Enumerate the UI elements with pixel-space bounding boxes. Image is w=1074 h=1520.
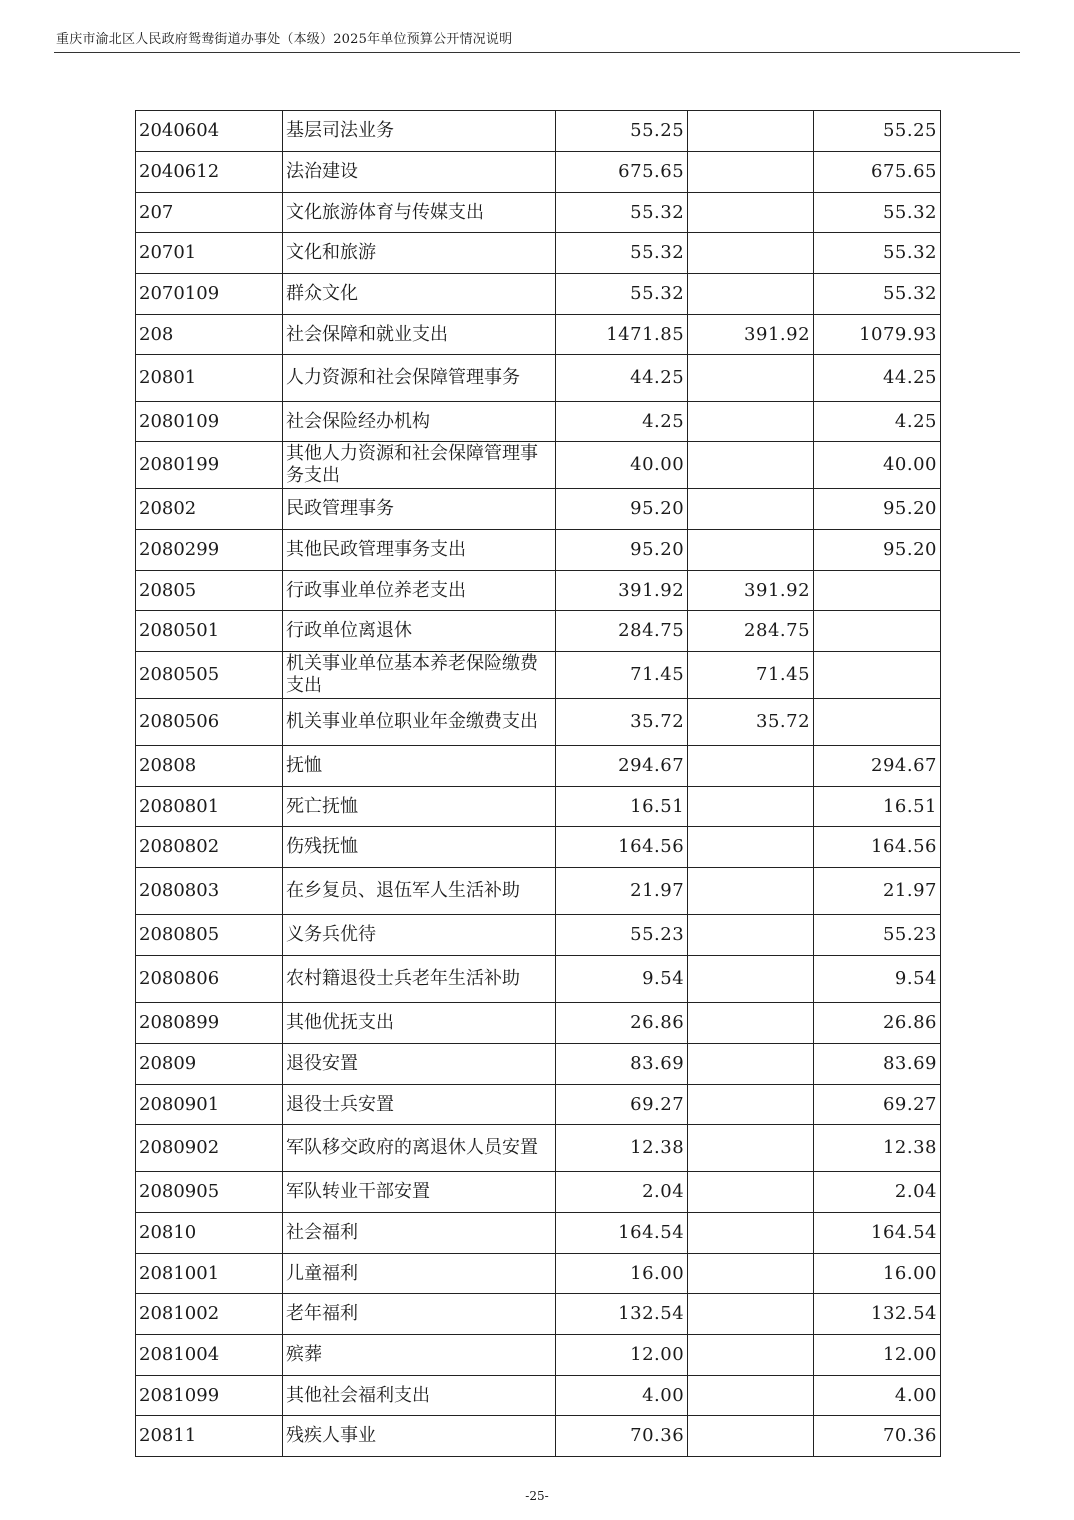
table-row [136, 489, 941, 530]
row-code: 20811 [136, 1416, 283, 1457]
table-row [136, 1294, 941, 1335]
row-project: 70.36 [814, 1416, 941, 1457]
row-total: 12.38 [555, 1125, 687, 1172]
row-name: 文化和旅游 [283, 233, 556, 274]
row-code: 2080109 [136, 402, 283, 442]
row-name: 老年福利 [283, 1294, 556, 1335]
row-name: 社会保障和就业支出 [283, 315, 556, 355]
row-project [814, 571, 941, 611]
row-total: 12.00 [555, 1335, 687, 1376]
table-row [136, 1376, 941, 1416]
row-code: 2080901 [136, 1085, 283, 1125]
row-basic [688, 1376, 814, 1416]
row-name: 抚恤 [283, 746, 556, 787]
row-code: 2080905 [136, 1172, 283, 1213]
row-name: 农村籍退役士兵老年生活补助 [283, 956, 556, 1003]
row-total: 95.20 [555, 489, 687, 530]
row-total: 40.00 [555, 442, 687, 489]
table-row [136, 233, 941, 274]
table-row [136, 152, 941, 193]
row-total: 164.56 [555, 827, 687, 868]
row-code: 2081002 [136, 1294, 283, 1335]
row-code: 20802 [136, 489, 283, 530]
row-total: 294.67 [555, 746, 687, 787]
table-row [136, 611, 941, 652]
table-row [136, 355, 941, 402]
table-row [136, 402, 941, 442]
row-basic [688, 787, 814, 827]
row-basic: 35.72 [688, 699, 814, 746]
row-name: 义务兵优待 [283, 915, 556, 956]
row-name: 基层司法业务 [283, 111, 556, 152]
table-row [136, 1213, 941, 1254]
row-code: 2081099 [136, 1376, 283, 1416]
row-code: 2080805 [136, 915, 283, 956]
row-name: 社会保险经办机构 [283, 402, 556, 442]
row-code: 2080501 [136, 611, 283, 652]
table-row [136, 111, 941, 152]
table-row [136, 956, 941, 1003]
row-name: 儿童福利 [283, 1254, 556, 1294]
row-code: 20810 [136, 1213, 283, 1254]
table-row [136, 915, 941, 956]
row-project: 164.54 [814, 1213, 941, 1254]
row-project: 55.32 [814, 274, 941, 315]
row-project: 9.54 [814, 956, 941, 1003]
table-row [136, 787, 941, 827]
row-total: 83.69 [555, 1044, 687, 1085]
row-name: 死亡抚恤 [283, 787, 556, 827]
row-project: 164.56 [814, 827, 941, 868]
row-name: 机关事业单位职业年金缴费支出 [283, 699, 556, 746]
row-project: 4.00 [814, 1376, 941, 1416]
row-code: 2040612 [136, 152, 283, 193]
table-row [136, 746, 941, 787]
row-basic [688, 1294, 814, 1335]
row-basic [688, 233, 814, 274]
table-row [136, 1003, 941, 1044]
row-total: 70.36 [555, 1416, 687, 1457]
row-basic: 284.75 [688, 611, 814, 652]
row-project: 21.97 [814, 868, 941, 915]
row-code: 2081004 [136, 1335, 283, 1376]
row-project: 4.25 [814, 402, 941, 442]
table-row [136, 530, 941, 571]
row-basic [688, 274, 814, 315]
row-total: 4.25 [555, 402, 687, 442]
row-basic [688, 193, 814, 233]
row-code: 2070109 [136, 274, 283, 315]
row-name: 其他社会福利支出 [283, 1376, 556, 1416]
row-name: 军队移交政府的离退休人员安置 [283, 1125, 556, 1172]
row-name: 退役士兵安置 [283, 1085, 556, 1125]
table-row [136, 1085, 941, 1125]
row-name: 文化旅游体育与传媒支出 [283, 193, 556, 233]
row-code: 207 [136, 193, 283, 233]
row-basic [688, 355, 814, 402]
row-code: 2080801 [136, 787, 283, 827]
row-project: 55.23 [814, 915, 941, 956]
row-code: 2080899 [136, 1003, 283, 1044]
row-total: 71.45 [555, 652, 687, 699]
row-code: 2081001 [136, 1254, 283, 1294]
row-project: 16.51 [814, 787, 941, 827]
row-total: 2.04 [555, 1172, 687, 1213]
row-project: 675.65 [814, 152, 941, 193]
row-name: 退役安置 [283, 1044, 556, 1085]
row-total: 95.20 [555, 530, 687, 571]
row-project: 69.27 [814, 1085, 941, 1125]
table-row [136, 274, 941, 315]
row-project: 1079.93 [814, 315, 941, 355]
row-code: 2040604 [136, 111, 283, 152]
row-total: 55.32 [555, 193, 687, 233]
row-name: 机关事业单位基本养老保险缴费支出 [283, 652, 556, 699]
row-project [814, 611, 941, 652]
row-total: 9.54 [555, 956, 687, 1003]
table-row [136, 442, 941, 489]
row-total: 675.65 [555, 152, 687, 193]
row-code: 20808 [136, 746, 283, 787]
page-number: -25- [525, 1489, 549, 1503]
table-row [136, 571, 941, 611]
row-code: 2080806 [136, 956, 283, 1003]
row-code: 2080505 [136, 652, 283, 699]
row-project [814, 652, 941, 699]
row-project: 12.38 [814, 1125, 941, 1172]
row-name: 在乡复员、退伍军人生活补助 [283, 868, 556, 915]
row-basic [688, 402, 814, 442]
row-total: 69.27 [555, 1085, 687, 1125]
row-total: 132.54 [555, 1294, 687, 1335]
row-basic [688, 1003, 814, 1044]
row-basic [688, 111, 814, 152]
row-name: 民政管理事务 [283, 489, 556, 530]
row-project: 55.25 [814, 111, 941, 152]
row-code: 2080299 [136, 530, 283, 571]
row-basic [688, 1254, 814, 1294]
row-basic [688, 1416, 814, 1457]
row-code: 2080506 [136, 699, 283, 746]
row-total: 44.25 [555, 355, 687, 402]
row-code: 20701 [136, 233, 283, 274]
row-total: 55.32 [555, 274, 687, 315]
row-project: 40.00 [814, 442, 941, 489]
row-basic [688, 827, 814, 868]
row-total: 55.25 [555, 111, 687, 152]
row-project: 44.25 [814, 355, 941, 402]
row-basic [688, 746, 814, 787]
row-basic [688, 1125, 814, 1172]
row-code: 208 [136, 315, 283, 355]
row-project: 55.32 [814, 193, 941, 233]
row-total: 16.00 [555, 1254, 687, 1294]
row-total: 35.72 [555, 699, 687, 746]
budget-table-body [136, 111, 941, 1457]
row-name: 殡葬 [283, 1335, 556, 1376]
header-divider [54, 52, 1020, 53]
row-basic: 391.92 [688, 315, 814, 355]
row-name: 法治建设 [283, 152, 556, 193]
row-name: 行政事业单位养老支出 [283, 571, 556, 611]
table-row [136, 193, 941, 233]
row-code: 20801 [136, 355, 283, 402]
row-project: 132.54 [814, 1294, 941, 1335]
row-basic: 391.92 [688, 571, 814, 611]
row-code: 20809 [136, 1044, 283, 1085]
table-row [136, 1044, 941, 1085]
row-basic [688, 1213, 814, 1254]
row-code: 2080803 [136, 868, 283, 915]
table-row [136, 827, 941, 868]
page-header: 重庆市渝北区人民政府鸳鸯街道办事处（本级）2025年单位预算公开情况说明 [56, 32, 513, 47]
row-basic [688, 915, 814, 956]
row-basic [688, 1335, 814, 1376]
row-name: 伤残抚恤 [283, 827, 556, 868]
row-basic: 71.45 [688, 652, 814, 699]
table-row [136, 1254, 941, 1294]
budget-table [135, 110, 941, 1457]
row-project: 55.32 [814, 233, 941, 274]
row-code: 2080902 [136, 1125, 283, 1172]
table-row [136, 1172, 941, 1213]
row-basic [688, 489, 814, 530]
table-row [136, 1335, 941, 1376]
row-name: 军队转业干部安置 [283, 1172, 556, 1213]
row-total: 164.54 [555, 1213, 687, 1254]
row-project [814, 699, 941, 746]
row-name: 行政单位离退休 [283, 611, 556, 652]
row-name: 人力资源和社会保障管理事务 [283, 355, 556, 402]
row-basic [688, 442, 814, 489]
row-project: 26.86 [814, 1003, 941, 1044]
row-basic [688, 530, 814, 571]
row-project: 16.00 [814, 1254, 941, 1294]
row-basic [688, 1085, 814, 1125]
row-name: 残疾人事业 [283, 1416, 556, 1457]
row-total: 16.51 [555, 787, 687, 827]
row-code: 2080199 [136, 442, 283, 489]
row-project: 12.00 [814, 1335, 941, 1376]
row-total: 391.92 [555, 571, 687, 611]
row-name: 其他人力资源和社会保障管理事务支出 [283, 442, 556, 489]
table-row [136, 315, 941, 355]
row-total: 26.86 [555, 1003, 687, 1044]
row-name: 其他民政管理事务支出 [283, 530, 556, 571]
row-project: 95.20 [814, 489, 941, 530]
table-row [136, 868, 941, 915]
row-project: 95.20 [814, 530, 941, 571]
row-total: 21.97 [555, 868, 687, 915]
row-total: 55.23 [555, 915, 687, 956]
row-code: 2080802 [136, 827, 283, 868]
table-row [136, 652, 941, 699]
row-name: 社会福利 [283, 1213, 556, 1254]
row-basic [688, 956, 814, 1003]
table-row [136, 699, 941, 746]
row-code: 20805 [136, 571, 283, 611]
row-name: 群众文化 [283, 274, 556, 315]
row-total: 55.32 [555, 233, 687, 274]
row-basic [688, 152, 814, 193]
row-total: 284.75 [555, 611, 687, 652]
row-total: 4.00 [555, 1376, 687, 1416]
table-row [136, 1416, 941, 1457]
row-basic [688, 1044, 814, 1085]
table-row [136, 1125, 941, 1172]
row-project: 2.04 [814, 1172, 941, 1213]
row-project: 294.67 [814, 746, 941, 787]
row-basic [688, 1172, 814, 1213]
row-project: 83.69 [814, 1044, 941, 1085]
row-name: 其他优抚支出 [283, 1003, 556, 1044]
row-total: 1471.85 [555, 315, 687, 355]
row-basic [688, 868, 814, 915]
